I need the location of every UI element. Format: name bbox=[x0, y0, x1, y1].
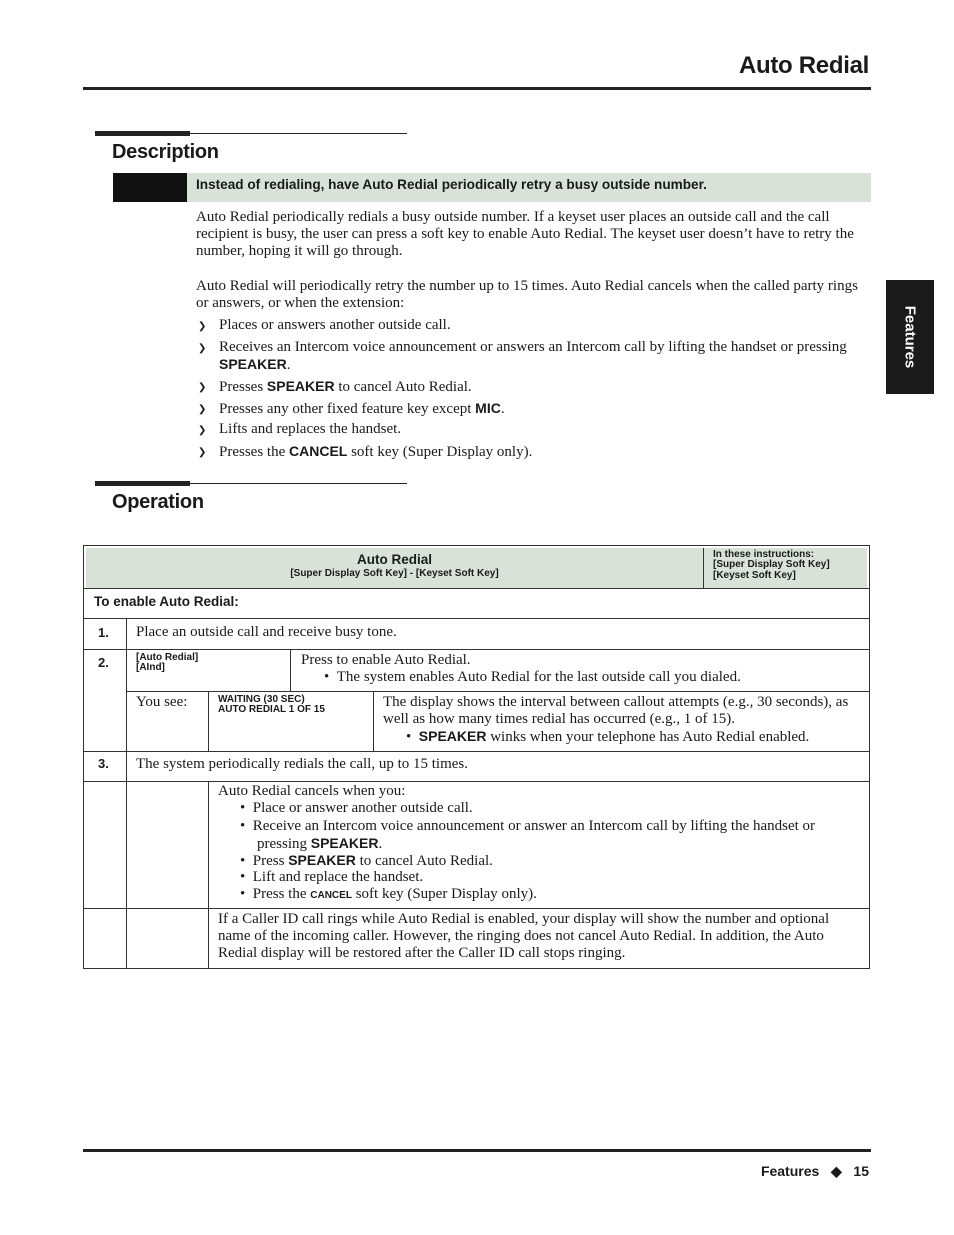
page-title: Auto Redial bbox=[738, 52, 869, 79]
bullet-text: Presses the CANCEL soft key (Super Display only). bbox=[219, 443, 533, 460]
legend-line-3: [Keyset Soft Key] bbox=[713, 570, 796, 581]
dot-bullet-icon: • bbox=[240, 800, 246, 816]
divider bbox=[84, 649, 869, 650]
operation-table bbox=[83, 545, 870, 969]
arrow-bullet-icon: ❯ bbox=[198, 447, 207, 458]
description-paragraph-2: Auto Redial will periodically retry the number up to 15 times. Auto Redial cancels when the called party rings or answers, or when the extension: bbox=[196, 278, 858, 311]
arrow-bullet-icon: ❯ bbox=[198, 343, 207, 354]
arrow-bullet-icon: ❯ bbox=[198, 321, 207, 332]
divider bbox=[84, 908, 869, 909]
step-number: 2. bbox=[98, 655, 109, 670]
bullet-text: Lifts and replaces the handset. bbox=[219, 421, 402, 437]
legend-line-1: In these instructions: bbox=[713, 549, 815, 560]
bullet-text: Places or answers another outside call. bbox=[219, 317, 451, 333]
divider bbox=[126, 618, 127, 968]
footer-section: Features bbox=[760, 1163, 820, 1179]
caller-id-note: If a Caller ID call rings while Auto Redial is enabled, your display will show the number and optional name of the incoming caller. However, the ringing does not cancel Auto Redial. In addition, the Auto Redial display will be restored after the Caller ID call stops ringing. bbox=[218, 911, 830, 961]
cancel-bullet: • Press SPEAKER to cancel Auto Redial. bbox=[240, 852, 493, 869]
cancel-bullet: • Lift and replace the handset. bbox=[240, 869, 424, 885]
divider bbox=[84, 618, 869, 619]
dot-bullet-icon: • bbox=[240, 853, 246, 869]
display-line-1: WAITING (30 SEC) bbox=[218, 694, 305, 705]
cancel-bullet: • Receive an Intercom voice announcement or answer an Intercom call by lifting the handset or pressing SPEAKER. bbox=[240, 818, 816, 852]
display-description: The display shows the interval between callout attempts (e.g., 30 seconds), as well as how many times redial has occurred (e.g., 1 of 15). bbox=[383, 694, 849, 727]
cancel-intro: Auto Redial cancels when you: bbox=[218, 783, 406, 799]
dot-bullet-icon: • bbox=[406, 729, 412, 745]
soft-key-name: [Auto Redial] bbox=[136, 652, 199, 663]
bullet-text: Presses any other fixed feature key except MIC. bbox=[219, 400, 505, 417]
description-heading: Description bbox=[112, 141, 219, 163]
dot-bullet-icon: • bbox=[240, 818, 246, 834]
operation-rule-thin bbox=[95, 483, 407, 484]
bullet-item bbox=[198, 378, 868, 396]
divider bbox=[84, 751, 869, 752]
cancel-bullet: • Press the CANCEL soft key (Super Display only). bbox=[240, 886, 537, 902]
divider bbox=[208, 691, 209, 751]
divider bbox=[84, 588, 869, 589]
dot-bullet-icon: • bbox=[324, 669, 330, 685]
arrow-bullet-icon: ❯ bbox=[198, 425, 207, 436]
divider bbox=[373, 691, 374, 751]
bullet-item bbox=[198, 339, 868, 375]
arrow-bullet-icon: ❯ bbox=[198, 404, 207, 415]
bullet-text: Presses SPEAKER to cancel Auto Redial. bbox=[219, 378, 472, 395]
page-footer bbox=[761, 1163, 869, 1180]
features-side-tab[interactable] bbox=[886, 280, 934, 394]
legend-line-2: [Super Display Soft Key] bbox=[713, 559, 830, 570]
header-rule bbox=[83, 87, 871, 90]
bullet-text: Receives an Intercom voice announcement or answers an Intercom call by lifting the handset or pressing SPEAKER. bbox=[219, 339, 847, 373]
tagline-text: Instead of redialing, have Auto Redial periodically retry a busy outside number. bbox=[196, 177, 707, 192]
dot-bullet-icon: • bbox=[240, 886, 246, 902]
cancel-bullet: • Place or answer another outside call. bbox=[240, 800, 473, 816]
display-line-2: AUTO REDIAL 1 OF 15 bbox=[218, 704, 325, 715]
operation-heading: Operation bbox=[112, 491, 204, 513]
step-number: 3. bbox=[98, 756, 109, 771]
step-number: 1. bbox=[98, 625, 109, 640]
divider bbox=[208, 781, 209, 968]
section-label: To enable Auto Redial: bbox=[94, 594, 239, 609]
bullet-item bbox=[198, 443, 868, 461]
divider bbox=[84, 781, 869, 782]
diamond-icon: ◆ bbox=[830, 1163, 842, 1179]
arrow-bullet-icon: ❯ bbox=[198, 382, 207, 393]
side-tab-label: Features bbox=[901, 305, 919, 369]
bullet-item bbox=[198, 421, 868, 439]
footer-rule bbox=[83, 1149, 871, 1152]
divider bbox=[703, 548, 704, 588]
divider bbox=[126, 691, 869, 692]
step-text: The system periodically redials the call, up to 15 times. bbox=[136, 756, 468, 772]
soft-key-name: [AInd] bbox=[136, 662, 165, 673]
step-text: Press to enable Auto Redial. bbox=[301, 652, 471, 668]
step-bullet: • The system enables Auto Redial for the last outside call you dialed. bbox=[324, 669, 741, 685]
table-title: Auto Redial bbox=[356, 552, 432, 567]
description-rule-thin bbox=[95, 133, 407, 134]
bullet-item bbox=[198, 317, 868, 335]
display-bullet: • SPEAKER winks when your telephone has Auto Redial enabled. bbox=[406, 728, 810, 745]
dot-bullet-icon: • bbox=[240, 869, 246, 885]
divider bbox=[290, 649, 291, 691]
tagline-marker bbox=[113, 173, 187, 202]
page-number: 15 bbox=[853, 1163, 869, 1179]
bullet-item bbox=[198, 400, 868, 418]
you-see-label: You see: bbox=[136, 694, 188, 710]
description-paragraph-1: Auto Redial periodically redials a busy outside number. If a keyset user places an outside call and the call recipient is busy, the user can press a soft key to enable Auto Redial. The keyset user doesn’t have to retry the number, hoping it will go through. bbox=[196, 209, 854, 259]
table-subtitle: [Super Display Soft Key] - [Keyset Soft Key] bbox=[290, 568, 499, 579]
step-text: Place an outside call and receive busy tone. bbox=[136, 624, 397, 640]
